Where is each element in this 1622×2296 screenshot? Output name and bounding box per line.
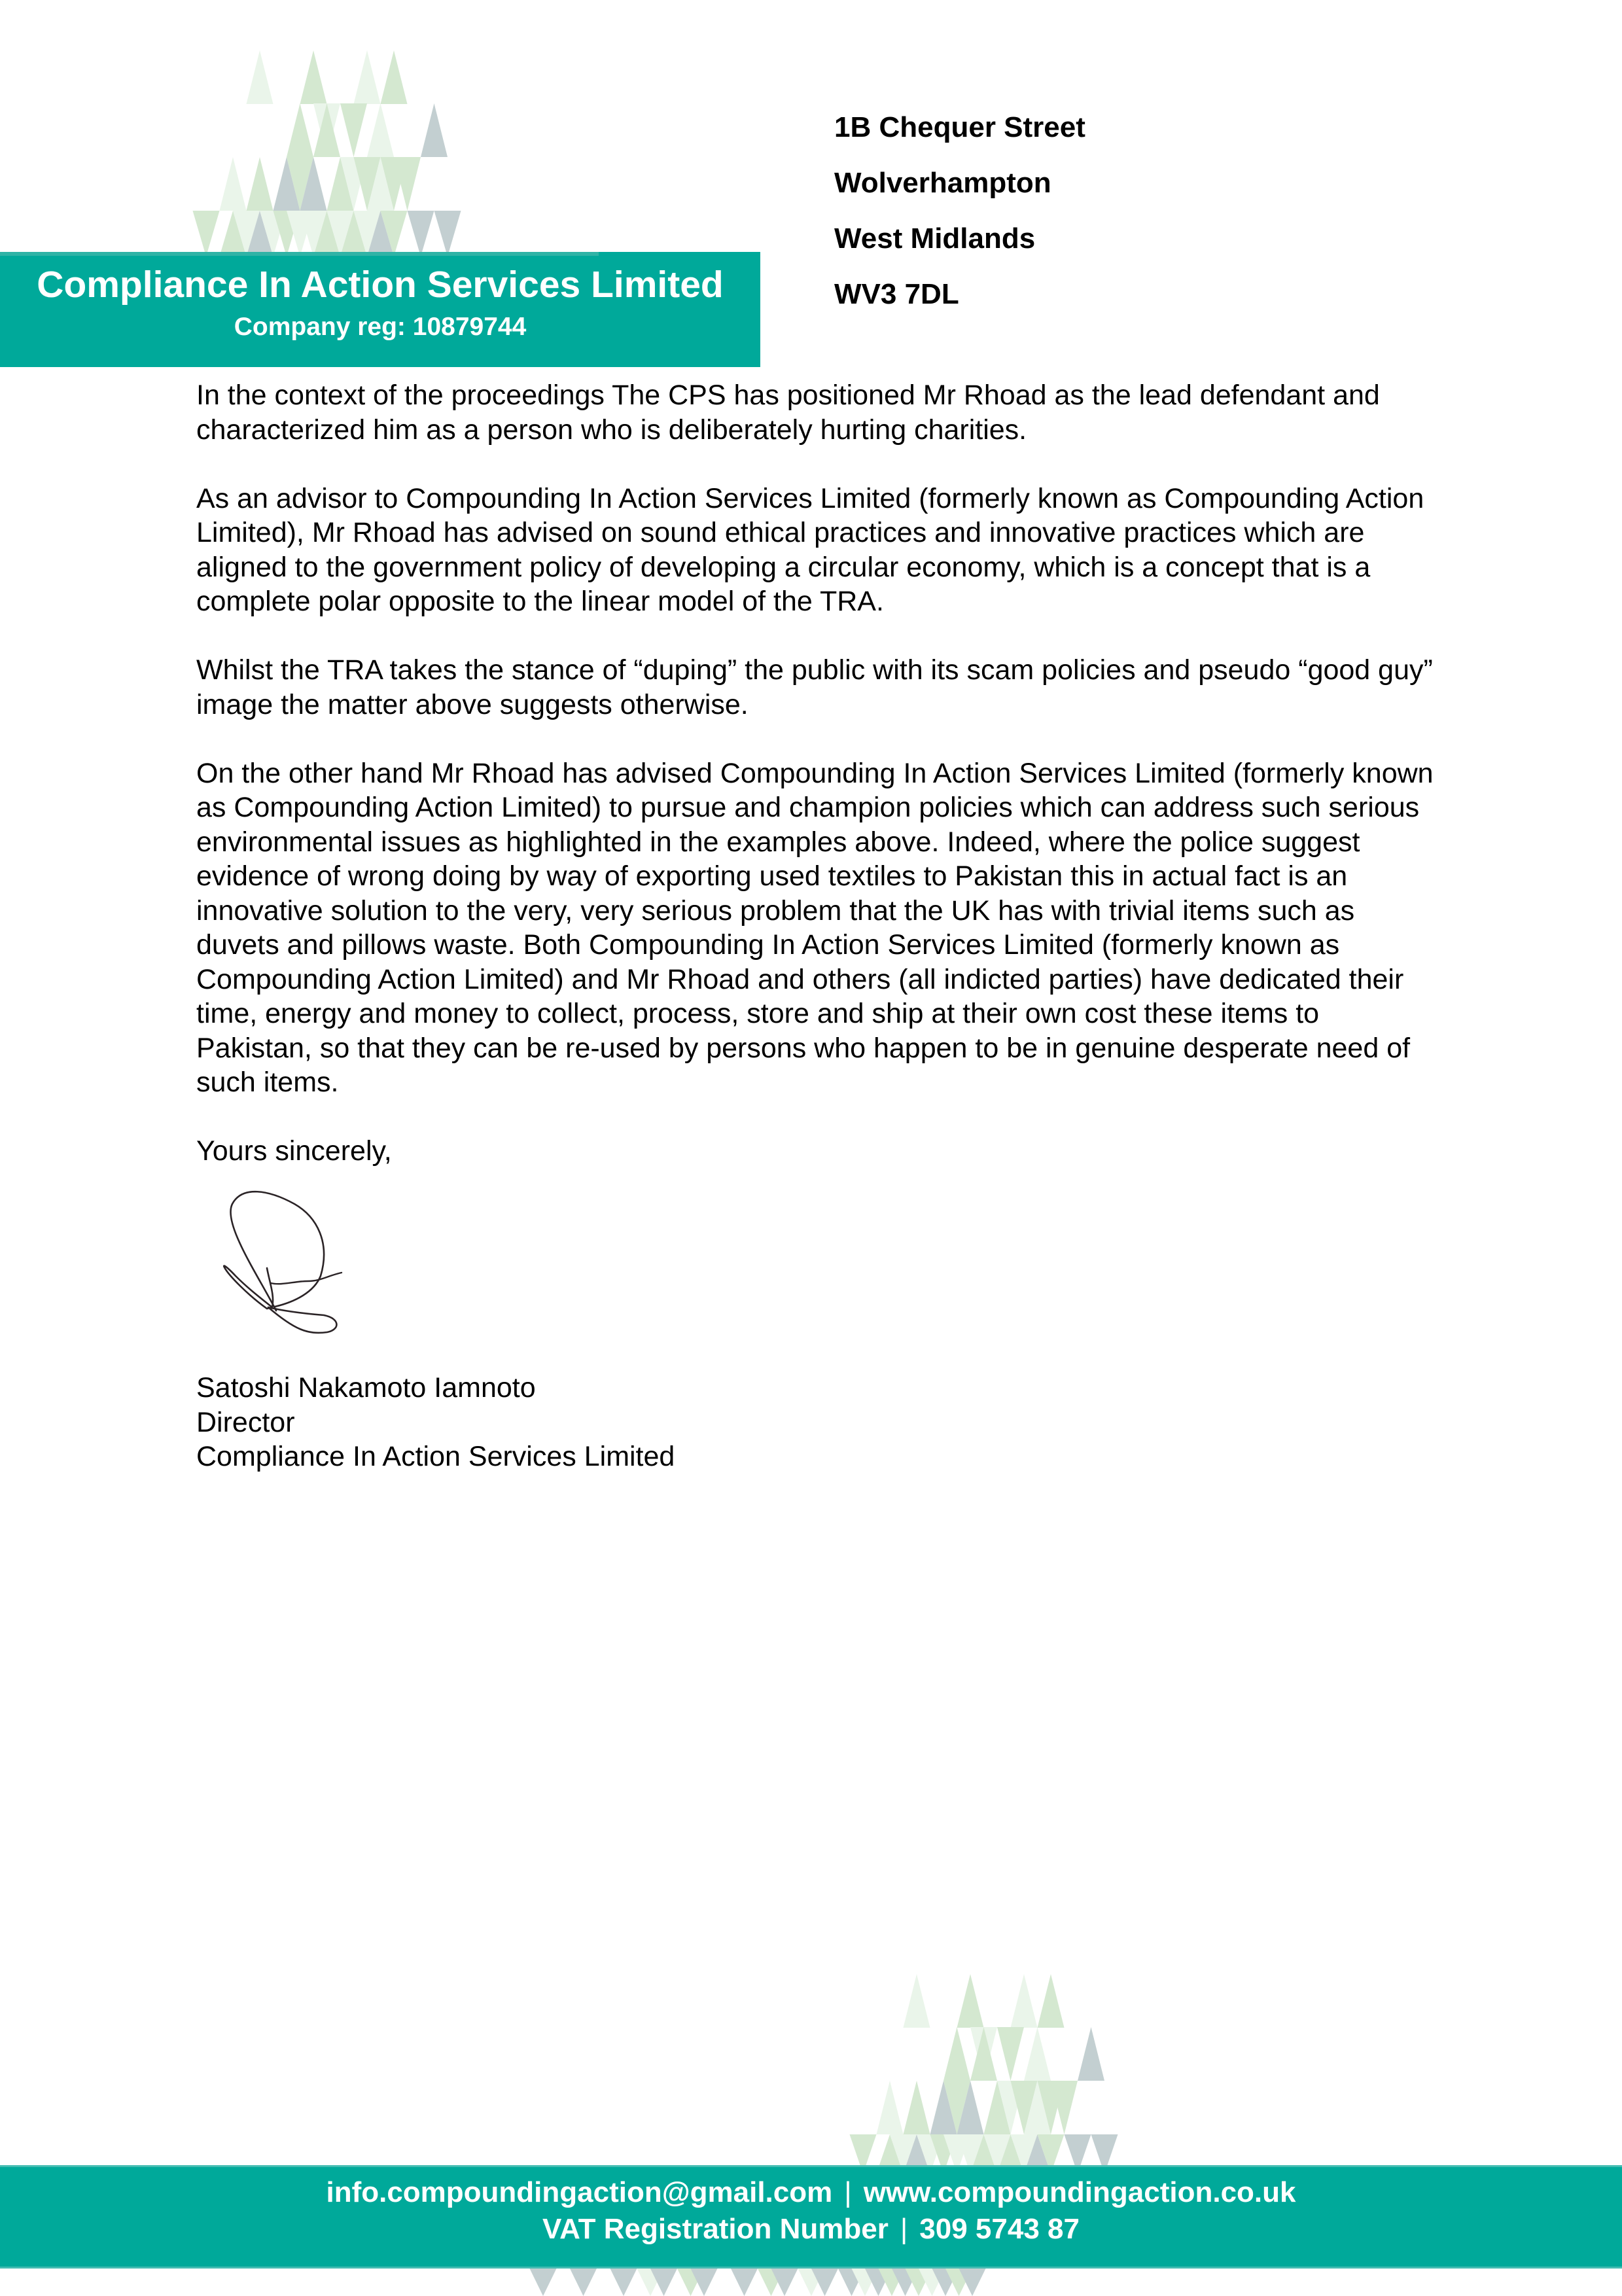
- pattern-triangle: [904, 1974, 930, 2028]
- pattern-triangle: [408, 211, 434, 256]
- address-line: 1B Chequer Street: [834, 111, 1085, 143]
- pattern-triangle: [340, 103, 367, 157]
- pattern-triangle: [1078, 2027, 1104, 2081]
- signatory-block: [196, 1371, 675, 1474]
- footer-contact-line: [0, 2176, 1622, 2209]
- signatory-company: Compliance In Action Services Limited: [196, 1441, 675, 1472]
- footer-separator: |: [844, 2176, 852, 2208]
- handwritten-signature: [196, 1178, 471, 1361]
- company-name: Compliance In Action Services Limited: [37, 264, 724, 306]
- pattern-triangle: [530, 2269, 557, 2296]
- signatory-title: Director: [196, 1406, 295, 1438]
- pattern-triangle: [570, 2269, 597, 2296]
- pattern-triangle: [247, 50, 273, 104]
- body-paragraph: Whilst the TRA takes the stance of “duping” the public with its scam policies and pseudo “good guy” image the matter above suggests otherwise.: [196, 654, 1433, 720]
- pattern-triangle: [904, 2081, 930, 2134]
- pattern-triangle: [287, 103, 313, 157]
- pattern-triangle: [193, 211, 220, 256]
- closing-salutation: Yours sincerely,: [196, 1135, 392, 1167]
- header-banner-strip: [0, 252, 599, 256]
- footer-email-link[interactable]: info.compoundingaction@gmail.com: [326, 2176, 833, 2208]
- pattern-triangle: [354, 50, 381, 104]
- pattern-triangle: [610, 2269, 637, 2296]
- pattern-triangle: [1024, 2027, 1051, 2081]
- pattern-triangle: [367, 103, 394, 157]
- signatory-name: Satoshi Nakamoto Iamnoto: [196, 1372, 536, 1404]
- pattern-triangle: [434, 211, 461, 256]
- footer-separator: |: [900, 2213, 908, 2245]
- body-paragraph: As an advisor to Compounding In Action Services Limited (formerly known as Compounding Action Limited), Mr Rhoad has advised on sound ethical practices and innovative practices which are aligned to the government policy of developing a circular economy, which is a concept that is a complete polar opposite to the linear model of the TRA.: [196, 482, 1424, 617]
- pattern-triangle: [957, 1974, 984, 2028]
- body-paragraph: In the context of the proceedings The CPS has positioned Mr Rhoad as the lead defendant and characterized him as a person who is deliberately hurting charities.: [196, 380, 1380, 446]
- body-paragraph: On the other hand Mr Rhoad has advised Compounding In Action Services Limited (formerly known as Compounding Action Limited) to pursue and champion policies which can address such serious environmental issues as highlighted in the examples above. Indeed, where the police suggest evidence of wrong doing by way of exporting used textiles to Pakistan this in actual fact is an innovative solution to the very, very serious problem that the UK has with trivial items such as duvets and pillows waste. Both Compounding In Action Services Limited (formerly known as Compounding Action Limited) and Mr Rhoad and others (all indicted parties) have dedicated their time, energy and money to collect, process, store and ship at their own cost these items to Pakistan, so that they can be re-used by persons who happen to be in genuine desperate need of such items.: [196, 757, 1434, 1098]
- pattern-triangle: [877, 2081, 904, 2134]
- vat-label: VAT Registration Number: [542, 2213, 889, 2245]
- pattern-triangle: [381, 50, 408, 104]
- pattern-triangle: [220, 157, 247, 211]
- pattern-triangle: [300, 50, 327, 104]
- pattern-triangle: [1038, 1974, 1065, 2028]
- company-reg-number: Company reg: 10879744: [234, 313, 527, 341]
- address-line: Wolverhampton: [834, 167, 1051, 199]
- pattern-triangle: [421, 103, 448, 157]
- address-line: West Midlands: [834, 222, 1036, 255]
- pattern-triangle: [997, 2027, 1024, 2081]
- letter-body: [196, 378, 1439, 1203]
- footer-website-link[interactable]: www.compoundingaction.co.uk: [863, 2176, 1296, 2208]
- footer-vat-line: [0, 2213, 1622, 2246]
- pattern-triangle: [731, 2269, 758, 2296]
- pattern-triangle: [1011, 1974, 1038, 2028]
- sender-address: [834, 99, 1085, 322]
- pattern-triangle: [247, 157, 273, 211]
- pattern-triangle: [943, 2027, 970, 2081]
- vat-number: 309 5743 87: [919, 2213, 1080, 2245]
- address-line: WV3 7DL: [834, 278, 959, 310]
